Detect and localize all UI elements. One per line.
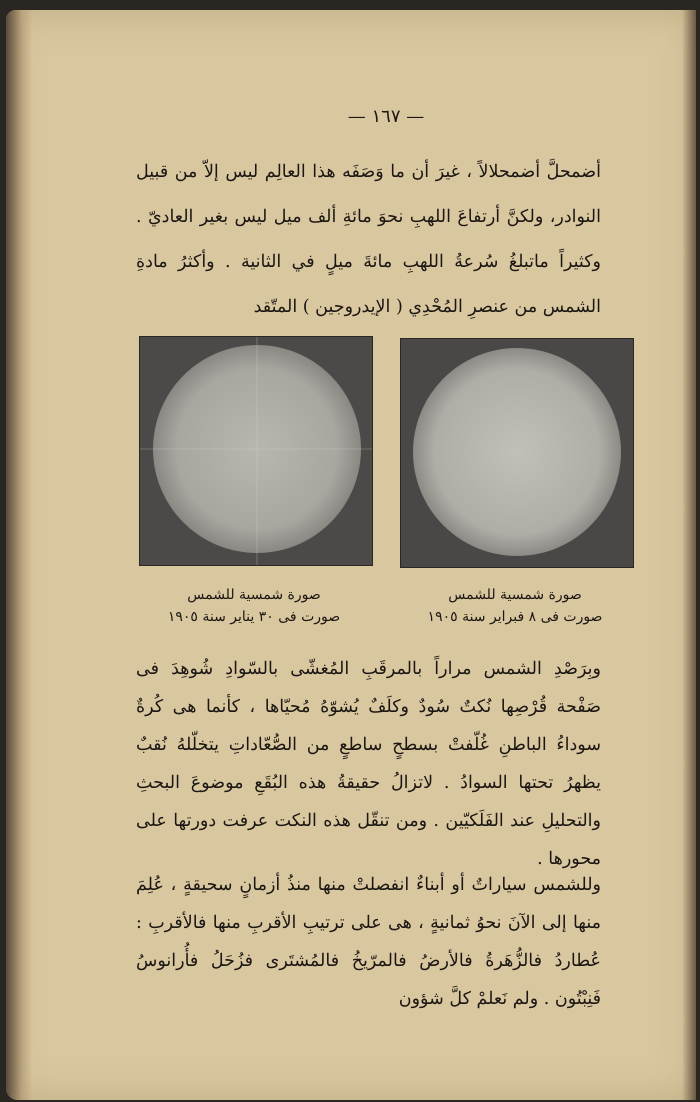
paragraph-sunspots: وبِرَصْدِ الشمس مراراً بالمرقَبِ المُغشّى بالسّوادِ شُوهِدَ فى صَفْحة قُرْصِها نُكتٌ سُودٌ وكلَفٌ يُشوّهُ مُحيّاها ، كأنما هى كُرةٌ سوداءُ الباطنِ غُلّفتْ بسطحٍ ساطعٍ من الصُّعّاداتِ يتخلّلهُ نُقبٌ يظهرُ تحتها السوادُ . لاتزالُ حقيقةُ هذه البُقَعِ موضوعَ البحثِ والتحليلِ عند الفَلَكيّين . ومن تنقّل هذه النكت عرفت دورتها على محورها . — [136, 659, 601, 869]
caption-left — [129, 584, 379, 628]
paragraph-solar-flames: أضمحلَّ أضمحلالاً ، غيرَ أن ما وَصَفَه هذا العالِم ليس إلاّ من قبيل النوادر، ولكنَّ أرتفاعَ اللهبِ نحوَ مائةِ ألف ميل ليس بغير العاديّ . وكثيراً ماتبلغُ سُرعةُ اللهبِ مائةَ ميلٍ في الثانية . وأكثرُ مادةِ الشمس من عنصرِ المُحْدِي ( الإيدروجين ) المتّقد — [136, 162, 601, 317]
book-page — [6, 10, 696, 1100]
caption-title: صورة شمسية للشمس — [448, 587, 582, 603]
page-edge-shadow — [682, 10, 696, 1100]
sun-photograph-january — [139, 336, 373, 566]
caption-date: صورت فى ٨ فبراير سنة ١٩٠٥ — [427, 609, 603, 625]
caption-date: صورت فى ٣٠ يناير سنة ١٩٠٥ — [167, 609, 341, 625]
book-spine-shadow — [6, 10, 32, 1100]
caption-title: صورة شمسية للشمس — [187, 587, 321, 603]
sun-disc-image — [140, 337, 372, 565]
caption-right — [390, 584, 640, 628]
paragraph-planets: وللشمس سياراتٌ أو أبناءٌ انفصلتْ منها منذُ أزمانٍ سحيقةٍ ، عُلِمَ منها إلى الآنَ نحوُ ثمانيةٍ ، هى على ترتيبِ الأقربِ منها فالأقربِ : عُطاردُ فالزُّهَرةُ فالأرضُ فالمرّيخُ فالمُشتَرى فزُحَلُ فأُرانوسُ فَنِبْتُون . ولم نَعلمْ كلَّ شؤون — [136, 875, 601, 1009]
sun-photograph-february — [400, 338, 634, 568]
page-number: — ١٦٧ — — [347, 106, 425, 127]
sun-disc-image — [401, 339, 633, 567]
